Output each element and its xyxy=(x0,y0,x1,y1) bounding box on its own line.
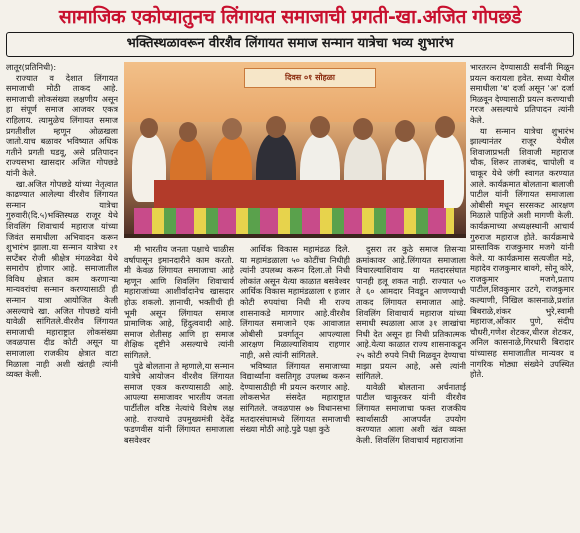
column-2 xyxy=(124,244,234,530)
subheadline: भक्तिस्थळावरून वीरशैव लिंगायत समाज सन्मान यात्रेचा भव्य शुभारंभ xyxy=(6,32,574,57)
paragraph: दुसरा तर कुठे समाज तिसऱ्या क्रमांकावर आहे.लिंगायत समाजाला विचारल्याशिवाय या मतदारसंघात पानही हलू शकत नाही. राज्यात ५० ते ६० आमदार निवडून आणण्याची ताकद लिंगायत समाजात आहे. शिवलिंग शिवाचार्य महाराज यांच्या समाधी स्थळाला आज ३१ लाखांचा निधी देत असून हा निधी प्रतिकात्मक आहे.येत्या काळात राज्य शासनाकडून २५ कोटी रुपये निधी मिळवून देण्याचा माझा प्रयत्न आहे, असे त्यांनी सांगितले. xyxy=(356,244,466,382)
headline: सामाजिक एकोप्यातुनच लिंगायत समाजाची प्रगती-खा.अजित गोपछडे xyxy=(58,6,522,28)
person-head xyxy=(222,118,242,140)
paragraph: या सन्मान यात्रेचा शुभारंभ झाल्यानंतर राजूर येथील शिवाजाप्रभती शिवाजी महाराज चौक, शिरूर ताजबंद, चापोली व चाकूर येथे जंगी स्वागत करण्यात आले. कार्यक्रमात बोलताना बालाजी पाटील यांनी लिंगायत समाजाला ओबीसी मधून सरसकट आरक्षण मिळाले पाहिजे अशी मागणी केली. कार्यक्रमाच्या अध्यक्षस्थानी आचार्य गुरुराज महाराज होते. कार्यक्रमाचे प्रास्ताविक राजकुमार मजगे यांनी केले. या कार्यक्रमास सत्यजीत मडे, महादेव राजकुमार बावगे, सोनू कोरे, राजकुमार मजगे,प्रताप पाटील,शिवकुमार उटगे, राजकुमार कल्याणी, निखिल कासनाळे,प्रशांत बिबराळे,शंकर भुरे,स्वामी महाराज,ओंकार पुणे, संदीप चौधरी,गणेश शेटकर,धीरज शेटकर, अनिल कासनाळे,गिरधारी बिरादार यांच्यासह समाजातील मान्यवर व नागरिक मोठ्या संख्येने उपस्थित होते. xyxy=(470,125,574,380)
dateline: लातूर(प्रतिनिधी): xyxy=(6,62,57,72)
person-head xyxy=(179,122,197,142)
column-5 xyxy=(470,62,574,530)
column-1 xyxy=(6,62,118,530)
paragraph: भारतरत्न देण्यासाठी सर्वांनी मिळून प्रयत्न करायला हवेत. सध्या येथील समाधीला 'ब' दर्जा असून 'अ' दर्जा मिळवून देण्यासाठी प्रयत्न करण्याची गरज असल्याचे प्रतिपादन त्यांनी केले. xyxy=(470,62,574,125)
person-head xyxy=(140,118,158,138)
paragraph: पुढे बोलताना ते म्हणाले,या सन्मान यात्रेचे आयोजन वीरशैव लिंगायत समाज एकत्र करण्यासाठी आहे. आपल्या समाजावर भारतीय जनता पार्टीतील वरिष्ठ नेत्यांचे विशेष लक्ष आहे. राज्याचे उपमुख्यमंत्री देवेंद्र फडणवीस यांनी लिंगायत समाजाला बसवेश्वर xyxy=(124,360,234,445)
paragraph: राज्यात व देशात लिंगायत समाजाची मोठी ताकद आहे. समाजाची लोकसंख्या लक्षणीय असून हा संपूर्ण समाज आजवर एकत्र राहिलाय. त्यामुळेच लिंगायत समाज प्रगतीशील म्हणून ओळखला जातो.याच बळावर भविष्यात अधिक गतीने प्रगती घडवू, असे प्रतिपादन राज्यसभा खासदार अजित गोपछडे यांनी केले. xyxy=(6,72,118,178)
person-head xyxy=(395,120,415,142)
article-body xyxy=(6,62,574,530)
paragraph: खा.अजित गोपछडे यांच्या नेतृत्वात काढण्यात आलेल्या वीरशैव लिंगायत सन्मान यात्रेचा गुरुवारी(दि.५)भक्तिस्थळ राजूर येथे शिवलिंग शिवाचार्य महाराज यांच्या जिवंत समाधीला अभिवादन करून शुभारंभ झाला.या सन्मान यात्रेचा २१ सप्टेंबर रोजी श्रीक्षेत्र मंगळवेढा येथे समारोप होणार आहे. समाजातील विविध क्षेत्रात काम करणाऱ्या मान्यवरांचा सन्मान करण्यासाठी ही सन्मान यात्रा आयोजित केली असल्याचे खा. अजित गोपछडे यांनी यावेळी सांगितले.वीरशैव लिंगायत समाजाची महाराष्ट्रात लोकसंख्या जवळपास दीड कोटी असून या समाजाला राजकीय क्षेत्रात वाटा मिळाला नाही अशी खंतही त्यांनी व्यक्त केली. xyxy=(6,178,118,380)
event-photo xyxy=(124,62,466,238)
column-4 xyxy=(356,244,466,530)
person-head xyxy=(310,116,330,138)
person-head xyxy=(353,118,373,140)
person-head xyxy=(266,116,286,138)
paragraph: आर्थिक विकास महामंडळ दिले. या महामंडळाला ५० कोटींचा निधीही त्यांनी उपलब्ध करून दिला.तो निधी लोकांत असून येत्या काळात बसवेश्वर आर्थिक विकास महामंडळाला १ हजार कोटी रुपयांचा निधी मी राज्य शासनाकडे मागणार आहे.वीरशैव लिंगायत समाजाने एक आवाजात ओबीसी प्रवर्गातून आपल्याला आरक्षण मिळाल्याशिवाय राहणार नाही, असे त्यांनी सांगितले. xyxy=(240,244,350,360)
paragraph: भविष्यात लिंगायत समाजाच्या विद्यार्थ्यांना वसतिगृह उपलब्ध करून देण्यासाठीही मी प्रयत्न करणार आहे. लोकसभेत संसदेत महाराष्ट्रात सांगितले. जवळपास ७७ विधानसभा मतदारसंघामध्ये लिंगायत समाजाची संख्या मोठी आहे.पुढे पक्षा कुठे xyxy=(240,360,350,435)
column-3 xyxy=(240,244,350,530)
stage-table xyxy=(154,180,444,210)
paragraph: यावेळी बोलताना अर्चनाताई पाटील चाकूरकर यांनी वीरशैव लिंगायत समाजाचा फक्त राजकीय स्वार्थासाठी आजपर्यंत उपयोग करण्यात आला अशी खंत व्यक्त केली. शिवलिंग शिवाचार्य महाराजांना xyxy=(356,381,466,445)
person-head xyxy=(435,116,455,138)
paragraph: मी भारतीय जनता पक्षाचे चाळीस वर्षापासून इमानदारीने काम करतो. मी केवळ लिंगायत समाजाचा आहे म्हणून आणि शिवलिंग शिवाचार्य महाराजांच्या आशीर्वादानेच खासदार होऊ शकलो. ज्ञानाची, भक्तीची ही भूमी असून लिंगायत समाज प्रामाणिक आहे, हिंदुत्ववादी आहे. समाज शेतीसह आणि हा समाज शैक्षिक दृष्टीने असल्याचे त्यांनी सांगितले. xyxy=(124,244,234,360)
stage-banner: दिवस ०१ सोहळा xyxy=(244,68,376,88)
photo-bottom-strip xyxy=(124,234,466,238)
